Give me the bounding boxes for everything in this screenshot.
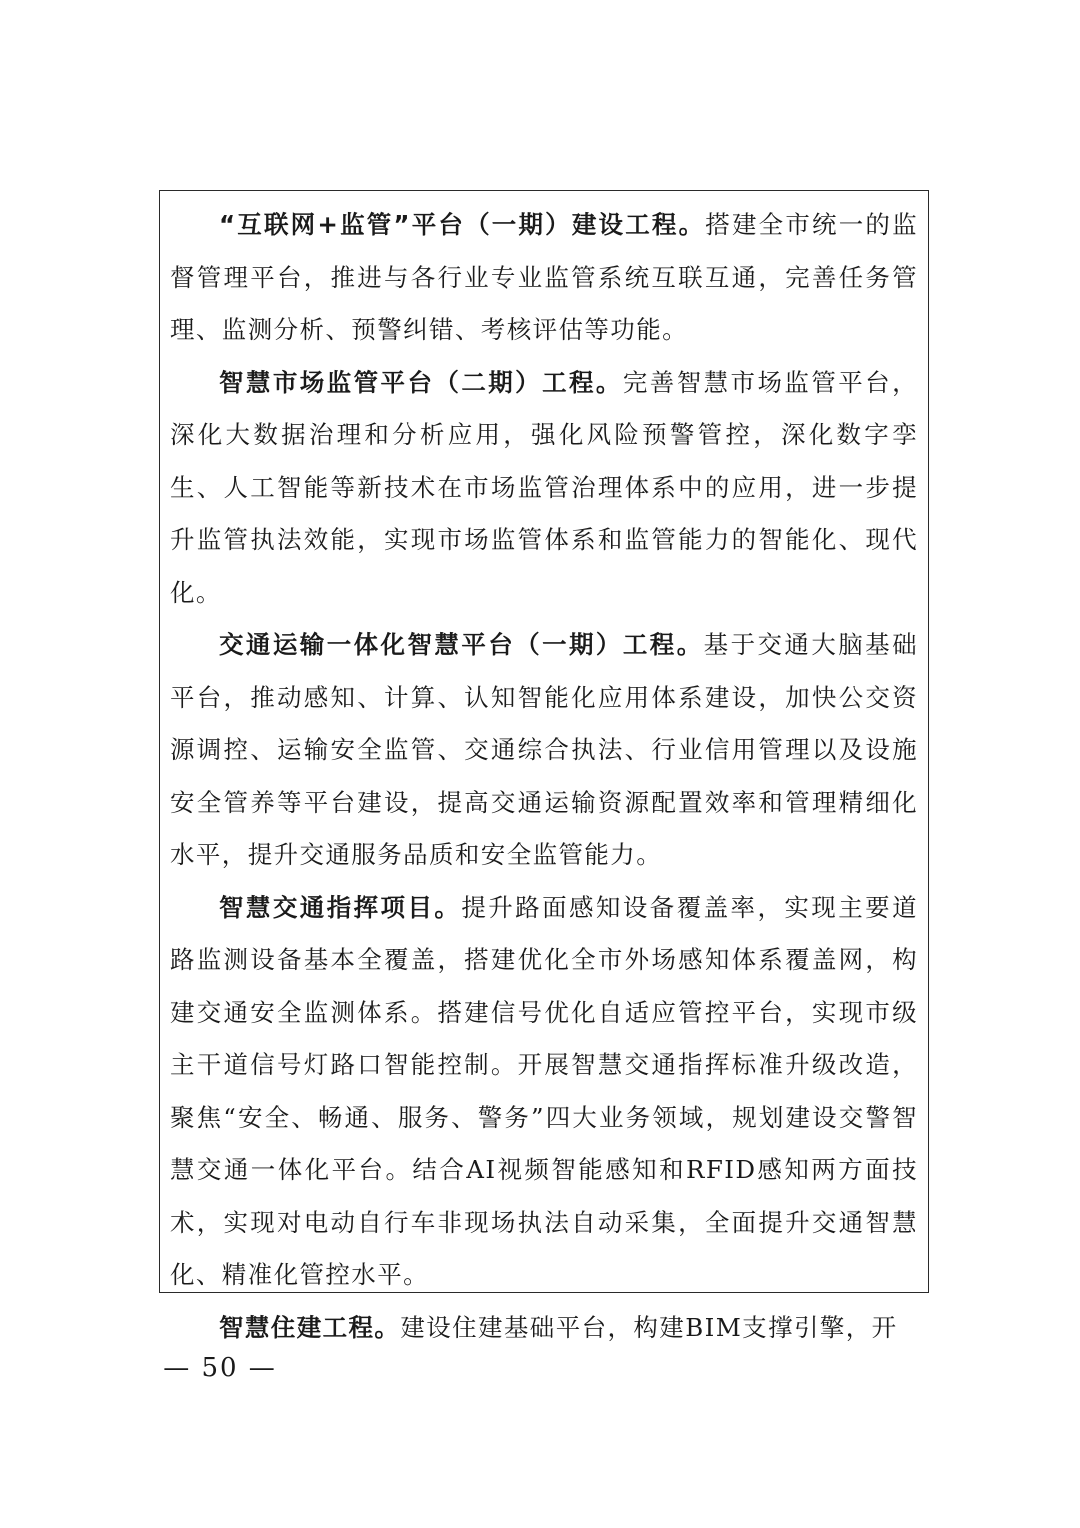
content-box [159,190,929,1342]
paragraph-body: 搭建全市统一的监督管理平台，推进与各行业专业监管系统互联互通，完善任务管理、监测分析、预警纠错、考核评估等功能。 [170,210,918,344]
paragraph-internet-supervision [170,199,918,357]
paragraph-lead: 交通运输一体化智慧平台（一期）工程。 [219,630,704,659]
paragraph-lead: 智慧交通指挥项目。 [219,892,462,922]
page-number: — 50 — [163,1353,277,1383]
paragraph-body: 建设住建基础平台，构建BIM支撑引擎，开 [400,1312,898,1342]
paragraph-body: 基于交通大脑基础平台，推动感知、计算、认知智能化应用体系建设，加快公交资源调控、运输安全监管、交通综合执法、行业信用管理以及设施安全管养等平台建设，提高交通运输资源配置效率和管理精细化水平，提升交通服务品质和安全监管能力。 [170,630,919,869]
paragraph-transport-integration [170,619,918,882]
paragraph-lead: 智慧市场监管平台（二期）工程。 [219,367,623,397]
paragraph-smart-market-supervision [170,357,918,620]
paragraph-lead: “互联网+监管”平台（一期）建设工程。 [219,210,706,239]
paragraph-smart-housing [170,1302,918,1355]
paragraph-lead: 智慧住建工程。 [219,1312,401,1342]
paragraph-smart-traffic-command [170,882,918,1302]
paragraph-body: 完善智慧市场监管平台，深化大数据治理和分析应用，强化风险预警管控，深化数字孪生、人工智能等新技术在市场监管治理体系中的应用，进一步提升监管执法效能，实现市场监管体系和监管能力的智能化、现代化。 [170,367,918,607]
paragraph-body: 提升路面感知设备覆盖率，实现主要道路监测设备基本全覆盖，搭建优化全市外场感知体系覆盖网，构建交通安全监测体系。搭建信号优化自适应管控平台，实现市级主干道信号灯路口智能控制。开展智慧交通指挥标准升级改造，聚焦“安全、畅通、服务、警务”四大业务领域，规划建设交警智慧交通一体化平台。结合AI视频智能感知和RFID感知两方面技术，实现对电动自行车非现场执法自动采集，全面提升交通智慧化、精准化管控水平。 [170,892,918,1289]
content-text [170,199,918,1354]
